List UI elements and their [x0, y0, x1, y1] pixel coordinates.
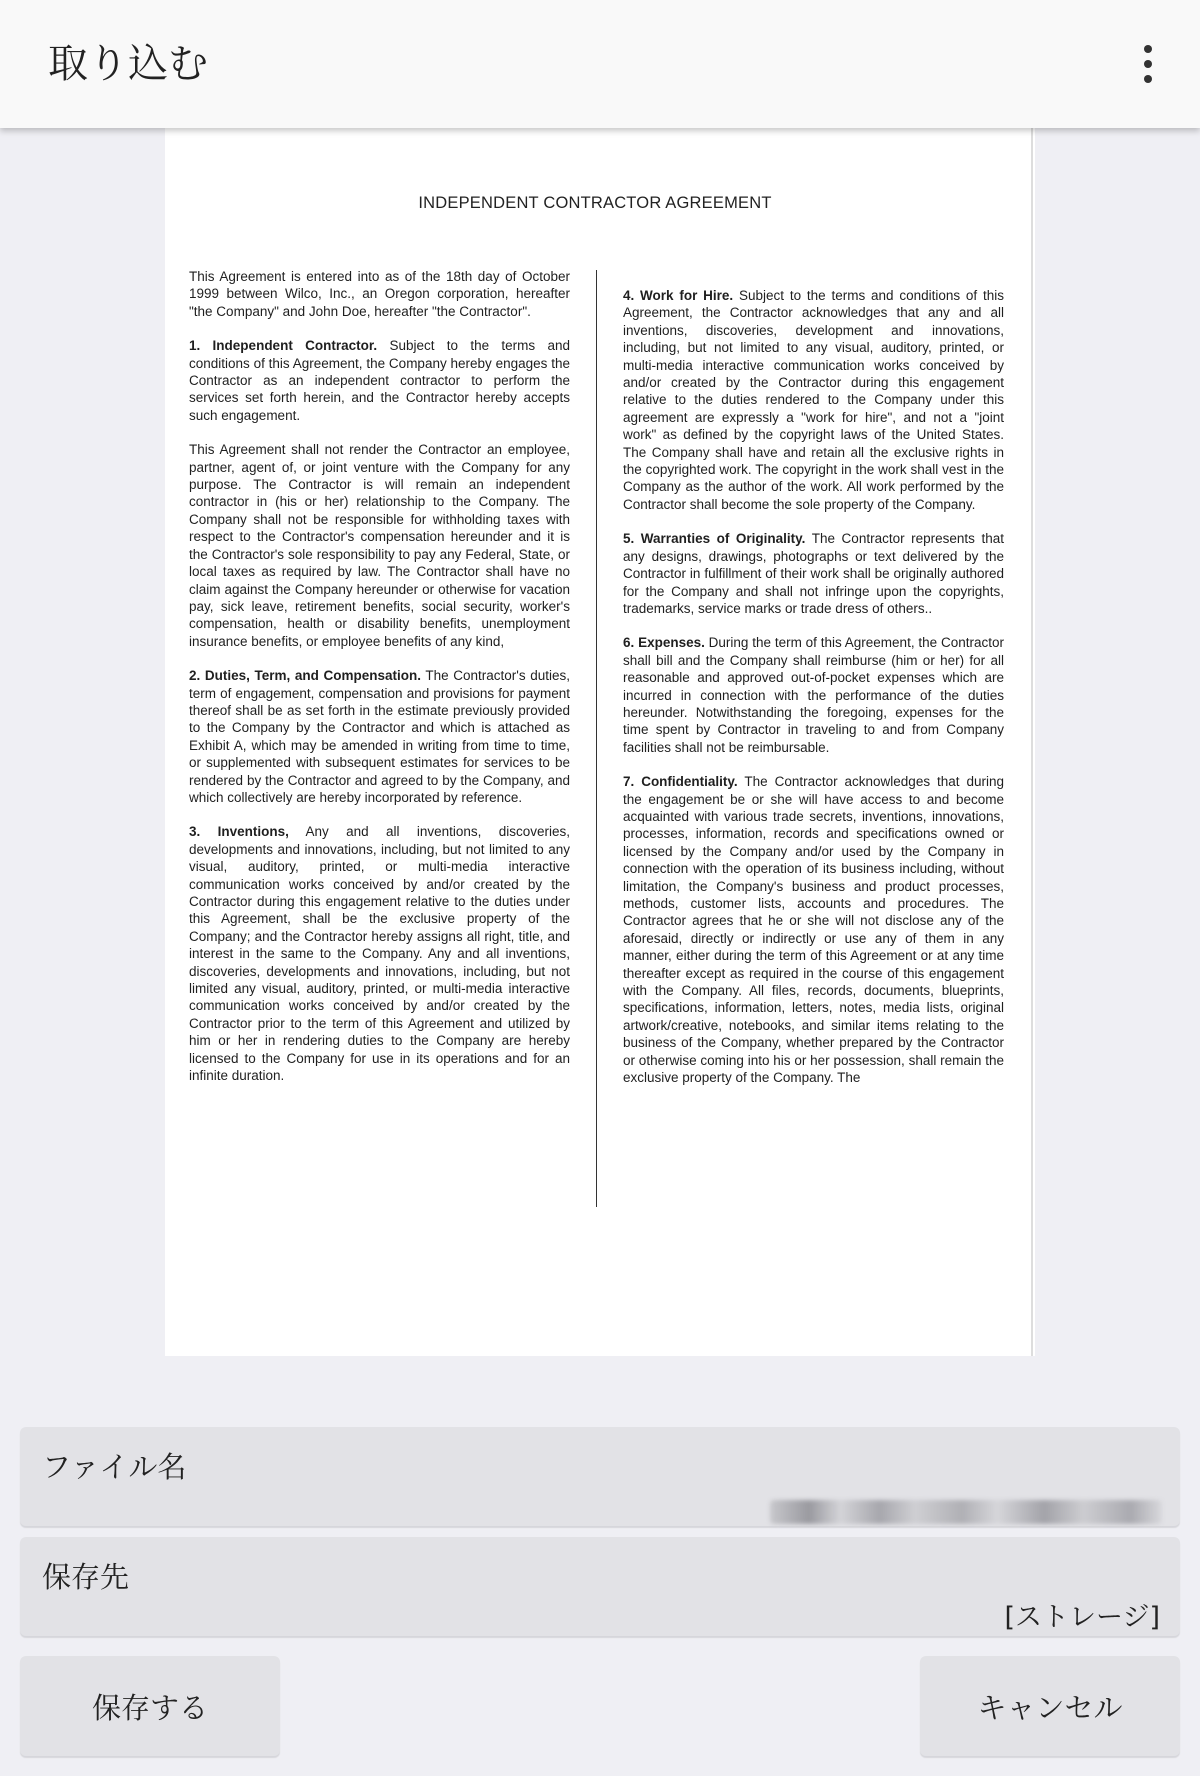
paragraph-text: Any and all inventions, discoveries, developments and innovations, including, but not limited to any visual, auditory, printed, or multi-media interactive communication works conceived by and/or created by the Contractor during this engagement relative to the duties under this Agreement, shall be the exclusive property of the Company; and the Contractor hereby assigns all right, title, and interest in the same to the Company. Any and all inventions, discoveries, developments and innovations, including, but not limited any visual, auditory, printed, or multi-media interactive communication works conceived by and/or created by the Contractor prior to the term of this Agreement and utilized by him or her in rendering duties to the Company are hereby licensed to the Company for use in its operations and for an infinite duration.	[189, 824, 570, 1084]
save-destination-field[interactable]	[20, 1537, 1180, 1636]
paragraph-heading: 1. Independent Contractor.	[189, 338, 378, 354]
paragraph-heading: 4. Work for Hire.	[623, 288, 734, 303]
overflow-dot	[1144, 75, 1152, 83]
paragraph-text: The Contractor's duties, term of engagement, compensation and provisions for payment thereof shall be as set forth in the estimate previously provided to the Company by the Contractor and which is attached as Exhibit A, which may be amended in writing from time to time, or supplemented with subsequent estimates for services to be rendered by the Contractor and agreed to by the Company, and which collectively are hereby incorporated by reference.	[189, 668, 570, 805]
document-paragraph	[189, 441, 570, 650]
filename-label: ファイル名	[42, 1450, 187, 1484]
paragraph-heading: 5. Warranties of Originality.	[623, 531, 806, 547]
filename-value-redacted	[770, 1500, 1162, 1524]
save-destination-value: [ストレージ]	[1004, 1602, 1160, 1633]
overflow-dot	[1144, 60, 1152, 68]
paragraph-text: This Agreement shall not render the Contractor an employee, partner, agent of, or joint venture with the Company for any purpose. The Contractor is will remain an independent contractor in (his or her) relationship to the Company. The Company shall not be responsible for withholding taxes with respect to the Contractor's compensation hereunder and it is the Contractor's sole responsibility to pay any Federal, State, or local taxes as required by law. The Contractor shall have no claim against the Company hereunder or otherwise for vacation pay, sick leave, retirement benefits, social security, worker's compensation, health or disability benefits, unemployment insurance benefits, or employee benefits of any kind,	[189, 442, 570, 649]
document-paragraph	[189, 823, 570, 1084]
column-divider	[596, 270, 597, 1207]
document-paragraph	[623, 634, 1004, 756]
page-edge	[1031, 128, 1033, 1356]
document-title: INDEPENDENT CONTRACTOR AGREEMENT	[418, 194, 772, 212]
paragraph-text: The Contractor acknowledges that during the engagement be or she will have access to and become acquainted with various trade secrets, inventions, innovations, processes, information, records and specifications owned or licensed by the Company and/or used by the Company in connection with the operation of its business including, without limitation, the Company's business and product processes, methods, customer lists, accounts and procedures. The Contractor agrees that he or she will not disclose any of the aforesaid, directly or indirectly or use any of them in any manner, either during the term of this Agreement or at any time thereafter except as required in the course of this engagement with the Company. All files, records, documents, blueprints, specifications, information, letters, notes, media lists, original artwork/creative, notebooks, and similar items relating to the business of the Company, whether prepared by the Contractor or otherwise coming into his or her possession, shall remain the exclusive property of the Company. The	[623, 774, 1004, 1086]
document-left-column	[189, 268, 570, 1101]
paragraph-text: Subject to the terms and conditions of this Agreement, the Company hereby engages the Contractor as an independent contractor to perform the services set forth herein, and the Contractor hereby accepts such engagement.	[189, 338, 570, 423]
document-paragraph	[623, 773, 1004, 1086]
document-paragraph	[623, 287, 1004, 513]
paragraph-text: The Contractor represents that any designs, drawings, photographs or text delivered by the Contractor in fulfillment of their work shall be originally authored for the Company and shall not infringe upon the copyrights, trademarks, service marks or trade dress of others..	[623, 531, 1004, 616]
paragraph-heading: 2. Duties, Term, and Compensation.	[189, 668, 421, 684]
paragraph-heading: 7. Confidentiality.	[623, 774, 738, 790]
document-paragraph	[189, 667, 570, 806]
filename-field[interactable]	[20, 1427, 1180, 1526]
paragraph-heading: 6. Expenses.	[623, 635, 705, 651]
page-title: 取り込む	[48, 41, 208, 87]
cancel-button[interactable]: キャンセル	[920, 1656, 1180, 1756]
paragraph-text: This Agreement is entered into as of the 18th day of October 1999 between Wilco, Inc., an Oregon corporation, hereafter "the Company" and John Doe, hereafter "the Contractor".	[189, 269, 570, 319]
document-right-column	[623, 287, 1004, 1103]
more-vert-icon[interactable]	[1136, 40, 1160, 88]
save-destination-label: 保存先	[42, 1560, 130, 1594]
paragraph-heading: 3. Inventions,	[189, 824, 289, 840]
document-paragraph	[189, 337, 570, 424]
scanned-document-preview	[165, 128, 1035, 1356]
overflow-dot	[1144, 45, 1152, 53]
app-bar	[0, 0, 1200, 128]
paragraph-text: Subject to the terms and conditions of this Agreement, the Contractor acknowledges that any and all inventions, discoveries, development and innovations, including, but not limited to any visual, auditory, printed, or multi-media interactive communication works conceived by and/or created by the Contractor during this engagement relative to the duties rendered to the Company under this agreement are expressly a "work for hire", and not a "joint work" as defined by the copyright laws of the United States. The Company shall have and retain all the exclusive rights in the copyrighted work. The copyright in the work shall vest in the Company as the author of the work. All work performed by the Contractor shall become the sole property of the Company.	[623, 288, 1004, 512]
save-button[interactable]: 保存する	[20, 1656, 280, 1756]
paragraph-text: During the term of this Agreement, the Contractor shall bill and the Company shall reimburse (him or her) for all reasonable and approved out-of-pocket expenses which are incurred in connection with the performance of the duties hereunder. Notwithstanding the foregoing, expenses for the time spent by Contractor in traveling to and from Company facilities shall not be reimbursable.	[623, 635, 1004, 755]
document-paragraph	[623, 530, 1004, 617]
document-paragraph	[189, 268, 570, 320]
